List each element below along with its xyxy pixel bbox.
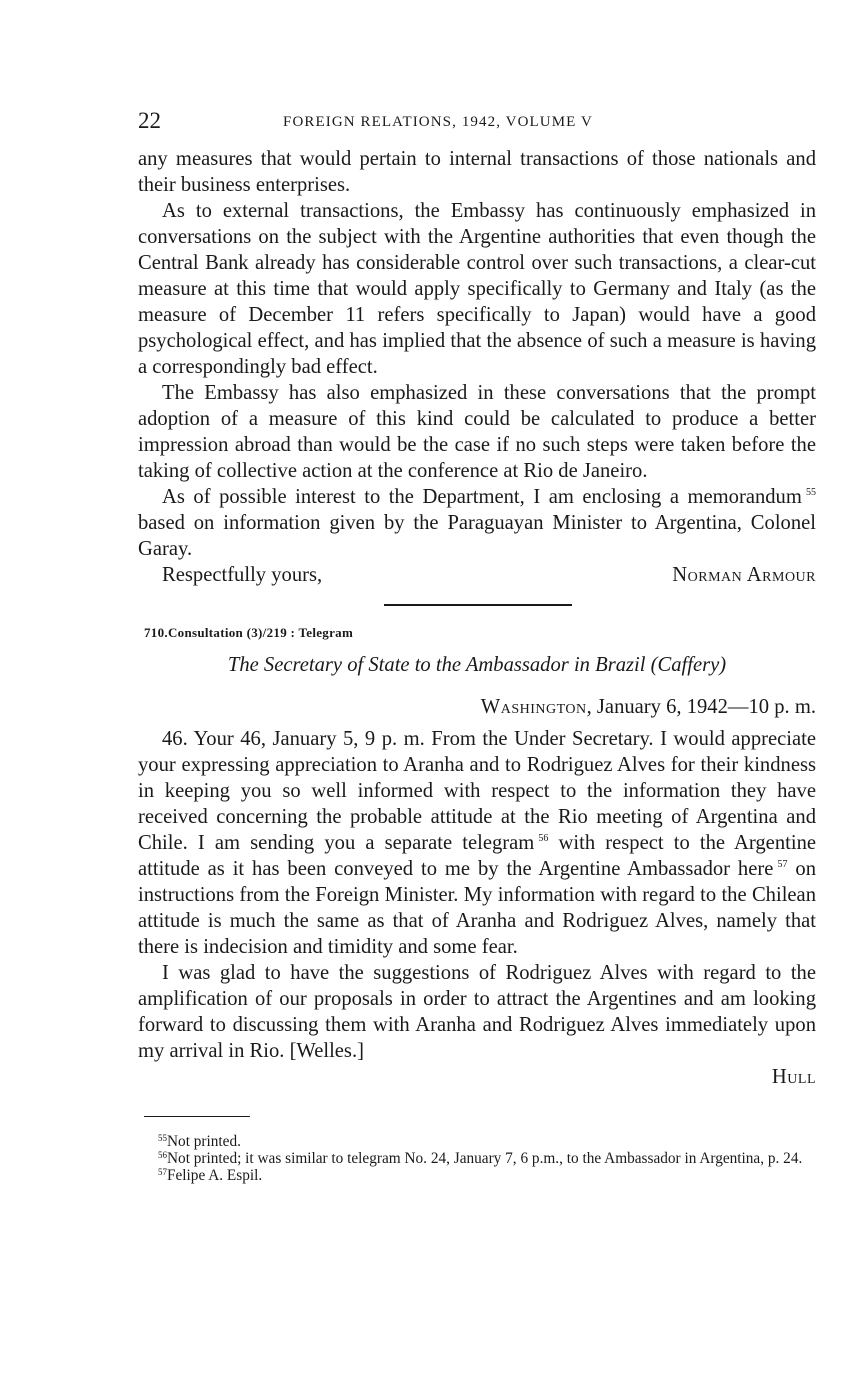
letter-paragraph-4-text-a: As of possible interest to the Department, I am enclosing a memorandum	[162, 486, 802, 508]
footnote-ref-56[interactable]: 56	[538, 832, 549, 844]
section-divider	[384, 604, 572, 606]
letter-paragraph-4-text-b: based on information given by the Paraguayan Minister to Argentina, Colonel Garay.	[138, 512, 816, 560]
footnotes	[138, 1133, 816, 1184]
running-title: FOREIGN RELATIONS, 1942, VOLUME V	[283, 114, 593, 130]
telegram-dateline	[138, 694, 816, 720]
footnote-57	[138, 1167, 816, 1184]
footnote-text-55: Not printed.	[167, 1133, 241, 1150]
running-head	[138, 108, 816, 138]
footnote-55	[138, 1133, 816, 1150]
footnote-ref-57[interactable]: 57	[777, 858, 788, 870]
page-number: 22	[138, 108, 161, 133]
dateline-date: , January 6, 1942—10 p. m.	[586, 695, 816, 718]
footnote-text-57: Felipe A. Espil.	[167, 1167, 263, 1184]
letter-paragraph-1: any measures that would pertain to internal transactions of those nationals and their business enterprises.	[138, 148, 816, 196]
divider-segment-right	[458, 604, 572, 606]
footnote-mark-57: 57	[158, 1167, 167, 1177]
telegram-paragraph-2: I was glad to have the suggestions of Rodriguez Alves with regard to the amplification of our proposals in order to attract the Argentines and am looking forward to discussing them with Aranha and Rodriguez Alves immediately upon my arrival in Rio. [Welles.]	[138, 961, 816, 1062]
footnote-ref-55[interactable]: 55	[806, 487, 816, 498]
footnote-mark-56: 56	[158, 1150, 167, 1160]
dateline-place: Washington	[480, 695, 587, 718]
document-page	[138, 108, 816, 1184]
letter-closing-line	[138, 562, 816, 588]
footnote-text-56: Not printed; it was similar to telegram No. 24, January 7, 6 p.m., to the Ambassador in Argentina, p. 24.	[167, 1150, 803, 1167]
divider-segment-left	[384, 604, 458, 606]
letter-paragraph-4	[138, 484, 816, 562]
telegram-paragraph-1-text-c: on instructions from the Foreign Minister. My information with regard to the Chilean attitude is much the same as that of Aranha and Rodriguez Alves, namely that there is indecision and timidity and some fear.	[138, 857, 816, 958]
letter-paragraph-3: The Embassy has also emphasized in these conversations that the prompt adoption of a measure of this kind could be calculated to produce a better impression abroad than would be the case if no such steps were taken before the taking of collective action at the conference at Rio de Janeiro.	[138, 382, 816, 482]
telegram-signer: Hull	[771, 1065, 816, 1088]
telegram-file-reference: 710.Consultation (3)/219 : Telegram	[144, 624, 354, 640]
footnote-mark-55: 55	[158, 1133, 167, 1143]
footnote-56	[138, 1150, 816, 1167]
telegram-title: The Secretary of State to the Ambassador in Brazil (Caffery)	[227, 653, 727, 676]
letter-closing: Respectfully yours,	[162, 564, 323, 586]
letter-signer: Norman Armour	[672, 564, 816, 586]
letter-paragraph-2: As to external transactions, the Embassy has continuously emphasized in conversations on the subject with the Argentine authorities that even though the Central Bank already has considerable control over such transactions, a clear-cut measure at this time that would apply specifically to Germany and Italy (as the measure of December 11 refers specifically to Japan) would have a good psychological effect, and has implied that the absence of such a measure is having a correspondingly bad effect.	[138, 200, 816, 378]
telegram-paragraph-1-text-a: 46. Your 46, January 5, 9 p. m. From the Under Secretary. I would appreciate your expressing appreciation to Aranha and to Rodriguez Alves for their kindness in keeping you so well informed with respect to the information they have received concerning the probable attitude at the Rio meeting of Argentina and Chile. I am sending you a separate telegram	[138, 727, 816, 854]
footnote-rule	[144, 1116, 250, 1118]
telegram-paragraph-1	[138, 726, 816, 960]
telegram-paragraph-1-text-b: with respect to the Argentine attitude as it has been conveyed to me by the Argentine Ambassador here	[138, 831, 817, 880]
